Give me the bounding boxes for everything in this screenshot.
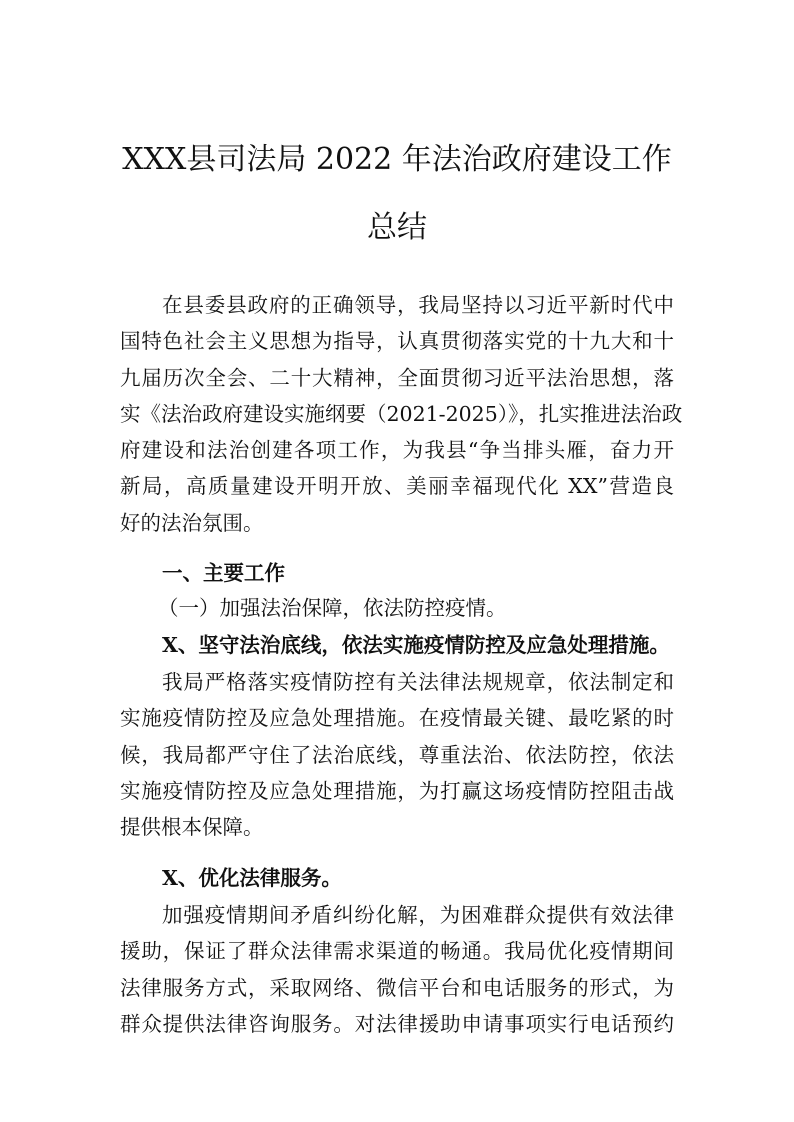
text-line: 我局严格落实疫情防控有关法律法规规章，依法制定和 bbox=[162, 670, 674, 694]
text-line: 援助，保证了群众法律需求渠道的畅通。我局优化疫情期间 bbox=[120, 939, 674, 964]
text-line: 提供根本保障。 bbox=[120, 815, 264, 840]
item-heading: X、优化法律服务。 bbox=[162, 866, 342, 890]
text-line: 实《法治政府建设实施纲要（2021-2025）》，扎实推进法治政 bbox=[120, 401, 683, 426]
item-paragraph bbox=[120, 664, 674, 845]
document-title-line-2: 总结 bbox=[367, 210, 427, 245]
text-line: 好的法治氛围。 bbox=[120, 510, 264, 535]
text-line: 新局，高质量建设开明开放、美丽幸福现代化 XX”营造良 bbox=[120, 474, 674, 499]
text-line: 国特色社会主义思想为指导，认真贯彻落实党的十九大和十 bbox=[120, 329, 674, 354]
text-line: 候，我局都严守住了法治底线，尊重法治、依法防控，依法 bbox=[120, 742, 674, 767]
text-line: 加强疫情期间矛盾纠纷化解，为困难群众提供有效法律 bbox=[162, 903, 674, 927]
item-paragraph bbox=[120, 897, 674, 1042]
document-title-line-1: XXX县司法局 2022 年法治政府建设工作 bbox=[122, 142, 672, 177]
text-line: 九届历次全会、二十大精神，全面贯彻习近平法治思想，落 bbox=[120, 365, 674, 390]
text-line: 在县委县政府的正确领导，我局坚持以习近平新时代中 bbox=[162, 293, 674, 317]
text-line: 群众提供法律咨询服务。对法律援助申请事项实行电话预约 bbox=[120, 1011, 674, 1036]
item-heading: X、坚守法治底线，依法实施疫情防控及应急处理措施。 bbox=[162, 633, 670, 657]
text-line: 法律服务方式，采取网络、微信平台和电话服务的形式，为 bbox=[120, 975, 674, 1000]
text-line: 实施疫情防控及应急处理措施，为打赢这场疫情防控阻击战 bbox=[120, 778, 674, 803]
intro-paragraph bbox=[120, 287, 683, 541]
text-line: 府建设和法治创建各项工作，为我县“争当排头雁，奋力开 bbox=[120, 438, 674, 463]
section-heading: 一、主要工作 bbox=[162, 561, 285, 585]
text-line: 实施疫情防控及应急处理措施。在疫情最关键、最吃紧的时 bbox=[120, 706, 674, 731]
subsection-heading: （一）加强法治保障，依法防控疫情。 bbox=[158, 596, 507, 620]
